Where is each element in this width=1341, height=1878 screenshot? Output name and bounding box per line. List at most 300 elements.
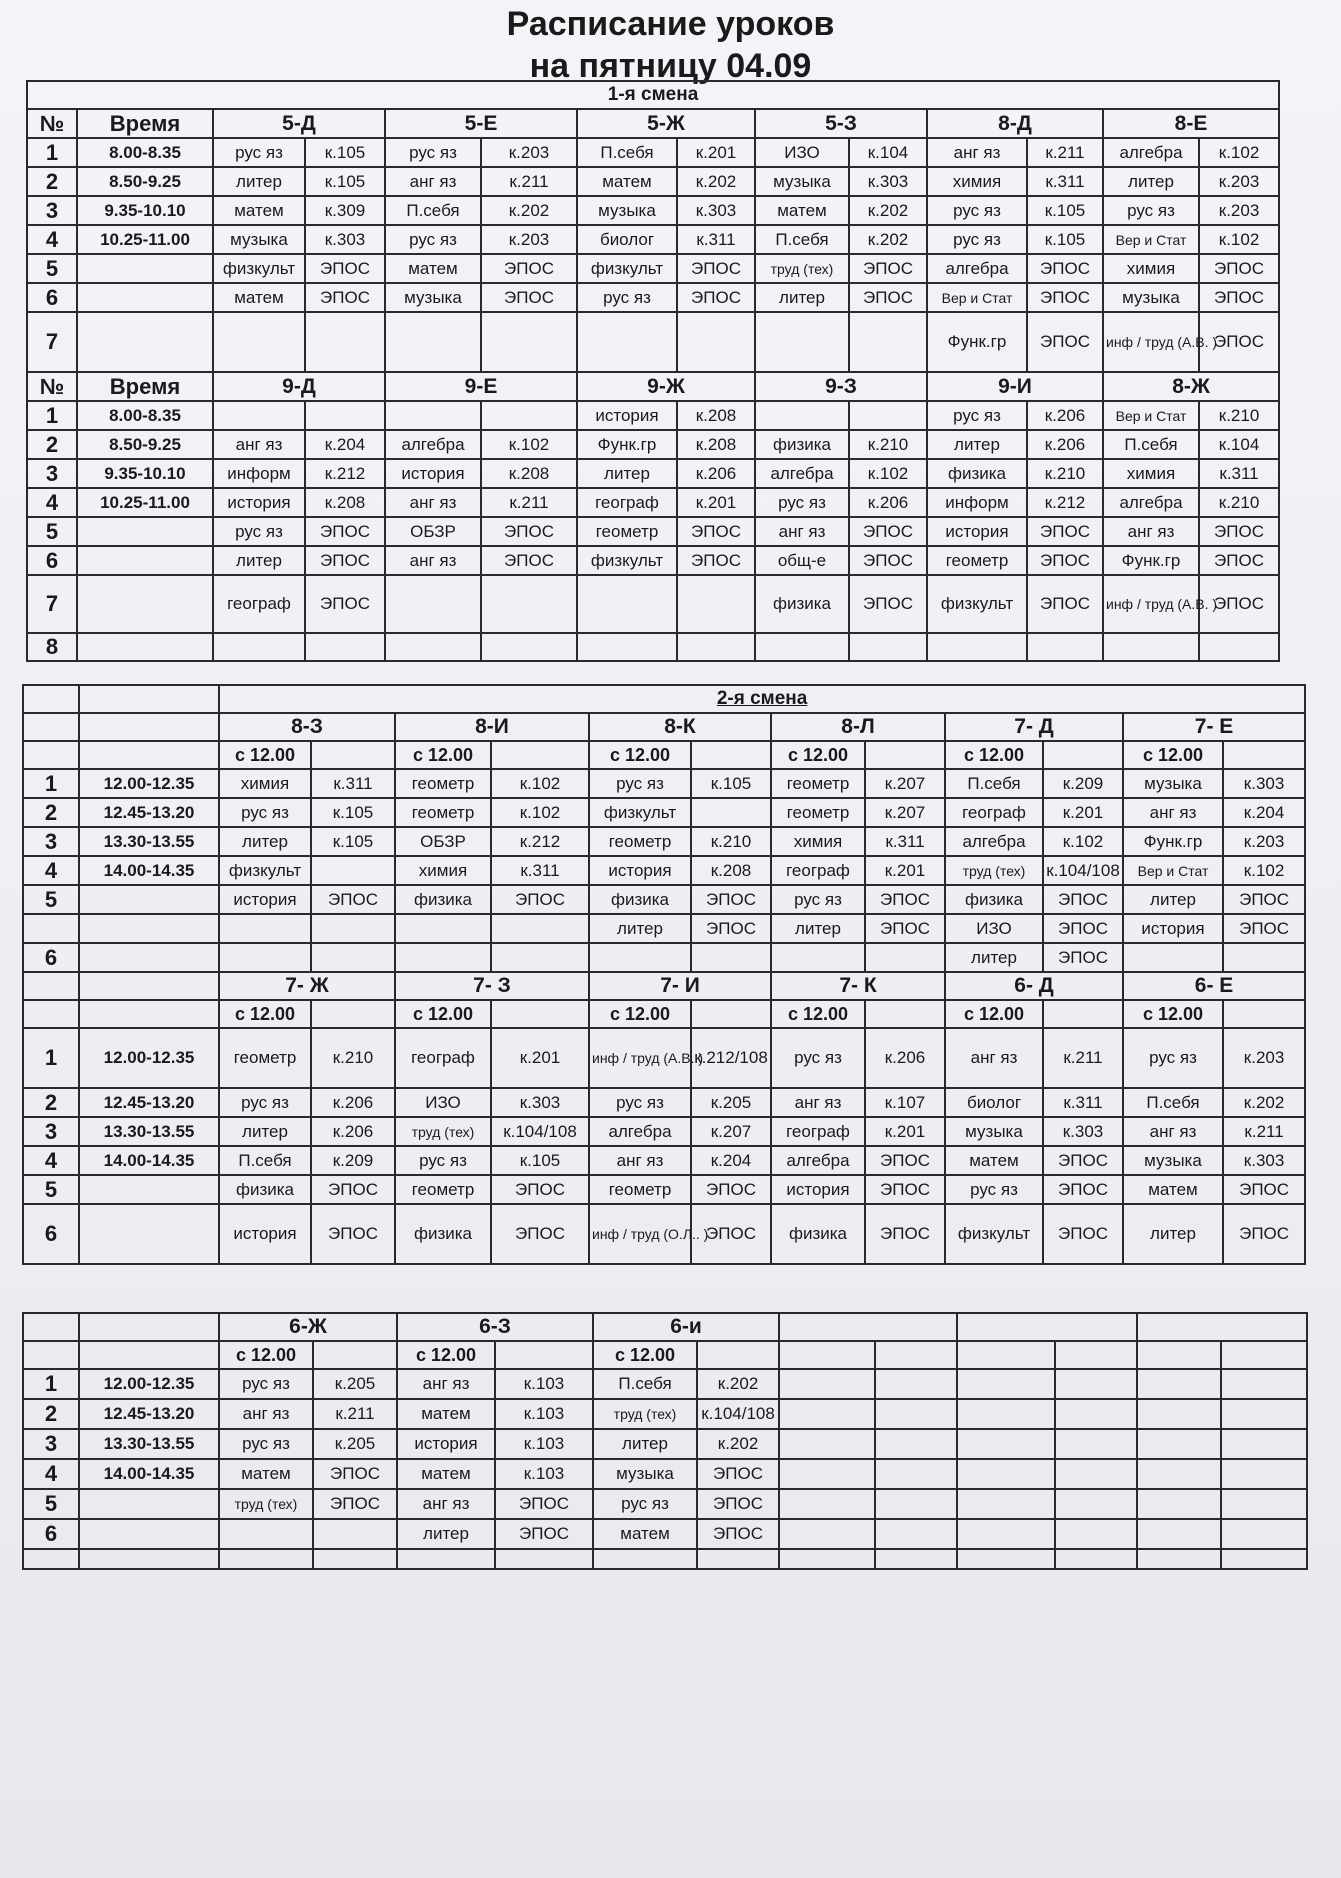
room-cell: к.201 [491,1028,589,1088]
subject-cell [589,943,691,972]
empty-cell [1221,1519,1307,1549]
room-cell: ЭПОС [1043,1146,1123,1175]
subject-cell: геометр [395,1175,491,1204]
room-cell: к.202 [697,1429,779,1459]
lesson-time [79,1175,219,1204]
room-cell: ЭПОС [491,1204,589,1264]
subject-cell: история [771,1175,865,1204]
subject-cell: матем [1123,1175,1223,1204]
subject-cell: рус яз [945,1175,1043,1204]
room-cell: ЭПОС [495,1519,593,1549]
subject-cell [577,312,677,372]
subject-cell: Вер и Стат [1103,225,1199,254]
room-cell: ЭПОС [677,517,755,546]
room-cell: к.104 [849,138,927,167]
class-header: 8-З [219,713,395,741]
subject-cell: литер [213,167,305,196]
subject-cell: рус яз [927,196,1027,225]
room-cell [849,633,927,661]
room-cell: к.102 [1223,856,1305,885]
room-cell: ЭПОС [849,254,927,283]
room-cell: к.211 [481,167,577,196]
subject-cell: физкульт [927,575,1027,633]
lesson-time: 8.00-8.35 [77,138,213,167]
lesson-number: 4 [23,1459,79,1489]
subject-cell: рус яз [589,769,691,798]
room-cell: к.212 [305,459,385,488]
lesson-time [79,1519,219,1549]
lesson-time: 13.30-13.55 [79,1429,219,1459]
lesson-number: 5 [23,885,79,914]
subject-cell: литер [397,1519,495,1549]
lesson-number: 3 [23,827,79,856]
subject-cell: литер [1103,167,1199,196]
table-row [23,943,1305,972]
room-cell: ЭПОС [865,1204,945,1264]
lesson-number: 6 [27,283,77,312]
subject-cell: музыка [1103,283,1199,312]
subject-cell: рус яз [771,1028,865,1088]
lesson-time [79,1489,219,1519]
start-time-label: с 12.00 [589,741,691,769]
subject-cell: физика [395,1204,491,1264]
class-header: 9-И [927,372,1103,401]
lesson-time: 10.25-11.00 [77,225,213,254]
subject-cell: физика [219,1175,311,1204]
room-cell: ЭПОС [1027,283,1103,312]
lesson-time: 10.25-11.00 [77,488,213,517]
room-cell [481,633,577,661]
room-cell: к.202 [1223,1088,1305,1117]
lesson-number: 6 [27,546,77,575]
lesson-time [79,914,219,943]
subject-cell: биолог [945,1088,1043,1117]
table-row [23,1399,1307,1429]
room-cell: к.208 [481,459,577,488]
room-cell [481,312,577,372]
subject-cell: П.себя [385,196,481,225]
subject-cell: матем [219,1459,313,1489]
subject-cell: физика [945,885,1043,914]
subject-cell: геометр [589,1175,691,1204]
class-header: 8-Д [927,109,1103,138]
class-header: 5-З [755,109,927,138]
class-header: 8-Е [1103,109,1279,138]
room-cell: к.102 [1199,138,1279,167]
room-cell: ЭПОС [305,254,385,283]
start-time-label: с 12.00 [395,741,491,769]
subject-cell [385,312,481,372]
subject-cell: физика [589,885,691,914]
subject-cell: рус яз [213,138,305,167]
room-cell: к.208 [677,401,755,430]
room-cell [849,312,927,372]
room-cell: ЭПОС [1223,885,1305,914]
empty-cell [1137,1399,1221,1429]
start-time-label: с 12.00 [1123,741,1223,769]
subject-cell [755,633,849,661]
table-row [23,798,1305,827]
room-cell: к.212/108 [691,1028,771,1088]
empty-cell [1055,1489,1137,1519]
lesson-number: 3 [27,459,77,488]
subject-cell [577,575,677,633]
empty-cell [1055,1459,1137,1489]
room-cell: ЭПОС [1027,517,1103,546]
subject-cell: геометр [589,827,691,856]
class-header: 7- И [589,972,771,1000]
room-cell: ЭПОС [495,1489,593,1519]
room-cell: ЭПОС [697,1459,779,1489]
room-cell [313,1519,397,1549]
room-cell: к.210 [1027,459,1103,488]
room-cell: к.303 [1223,1146,1305,1175]
lesson-number: 2 [23,1399,79,1429]
room-cell: ЭПОС [697,1519,779,1549]
subject-cell [219,943,311,972]
subject-cell: физика [755,430,849,459]
subject-cell: рус яз [1103,196,1199,225]
empty-cell [875,1429,957,1459]
subject-cell: история [927,517,1027,546]
subject-cell [219,1519,313,1549]
empty-cell [875,1489,957,1519]
subject-cell: анг яз [385,167,481,196]
subject-cell: рус яз [219,1369,313,1399]
subject-cell [755,312,849,372]
subject-cell: алгебра [945,827,1043,856]
lesson-time: 13.30-13.55 [79,827,219,856]
subject-cell [927,633,1027,661]
subject-cell: Функ.гр [1103,546,1199,575]
room-cell: к.201 [677,138,755,167]
lesson-time [77,283,213,312]
room-cell [865,943,945,972]
subject-cell [1103,633,1199,661]
class-header: 5-Ж [577,109,755,138]
class-header: 8-К [589,713,771,741]
subject-cell: химия [219,769,311,798]
subject-cell: матем [397,1459,495,1489]
room-cell: ЭПОС [1027,312,1103,372]
room-cell: к.102 [481,430,577,459]
subject-cell: матем [755,196,849,225]
room-cell: к.206 [311,1117,395,1146]
lesson-number: 3 [23,1429,79,1459]
room-cell: к.303 [1223,769,1305,798]
subject-cell: геометр [219,1028,311,1088]
lesson-number: 4 [23,1146,79,1175]
lesson-time: 12.45-13.20 [79,1088,219,1117]
subject-cell: литер [577,459,677,488]
room-cell: к.102 [491,798,589,827]
subject-cell: географ [771,1117,865,1146]
room-cell: к.107 [865,1088,945,1117]
subject-cell: алгебра [771,1146,865,1175]
empty-cell [1137,1519,1221,1549]
room-cell [677,312,755,372]
subject-cell: информ [213,459,305,488]
room-cell [305,401,385,430]
subject-cell [385,401,481,430]
room-cell: к.104 [1199,430,1279,459]
empty-cell [1221,1489,1307,1519]
room-cell [491,914,589,943]
room-cell: к.208 [305,488,385,517]
subject-cell: химия [927,167,1027,196]
subject-cell: анг яз [755,517,849,546]
subject-cell: матем [213,283,305,312]
subject-cell: анг яз [1123,798,1223,827]
room-cell [677,633,755,661]
subject-cell: музыка [213,225,305,254]
subject-cell: музыка [945,1117,1043,1146]
subject-cell: Функ.гр [927,312,1027,372]
lesson-number [23,914,79,943]
table-row [23,1088,1305,1117]
subject-cell: алгебра [1103,138,1199,167]
room-cell: ЭПОС [1199,546,1279,575]
room-cell: ЭПОС [1043,914,1123,943]
subject-cell: матем [213,196,305,225]
subject-cell: история [219,1204,311,1264]
lesson-time [77,254,213,283]
page-title: Расписание уроков [506,5,835,43]
room-cell: к.311 [1199,459,1279,488]
subject-cell: рус яз [219,798,311,827]
room-cell: ЭПОС [865,914,945,943]
room-cell [491,943,589,972]
lesson-time [77,633,213,661]
room-cell: к.203 [1223,827,1305,856]
class-header: 7- Е [1123,713,1305,741]
room-cell [1027,633,1103,661]
subject-cell: ИЗО [945,914,1043,943]
empty-cell [1221,1369,1307,1399]
subject-cell: геометр [771,769,865,798]
subject-cell: история [385,459,481,488]
empty-cell [1221,1459,1307,1489]
lesson-time: 9.35-10.10 [77,196,213,225]
table-row [27,312,1279,372]
room-cell: к.206 [311,1088,395,1117]
room-cell: к.210 [311,1028,395,1088]
table-row [23,1204,1305,1264]
subject-cell: химия [1103,459,1199,488]
room-cell [691,798,771,827]
subject-cell: инф / труд (А.В. ) [1103,575,1199,633]
subject-cell [385,575,481,633]
class-header: 6-и [593,1313,779,1341]
start-time-label: с 12.00 [1123,1000,1223,1028]
empty-cell [779,1399,875,1429]
room-cell: ЭПОС [1043,943,1123,972]
room-cell: к.103 [495,1429,593,1459]
room-cell: к.201 [865,1117,945,1146]
subject-cell: рус яз [593,1489,697,1519]
subject-cell [577,633,677,661]
lesson-number: 3 [27,196,77,225]
lesson-number: 5 [23,1489,79,1519]
room-cell [311,914,395,943]
subject-cell: музыка [593,1459,697,1489]
room-cell: ЭПОС [691,1204,771,1264]
room-cell: к.105 [691,769,771,798]
subject-cell: алгебра [927,254,1027,283]
empty-cell [957,1519,1055,1549]
empty-cell [779,1459,875,1489]
subject-cell: музыка [385,283,481,312]
subject-cell: матем [385,254,481,283]
num-header: № [27,372,77,401]
lesson-number: 7 [27,312,77,372]
subject-cell [213,401,305,430]
subject-cell: анг яз [1123,1117,1223,1146]
empty-cell [957,1429,1055,1459]
subject-cell: физкульт [577,254,677,283]
subject-cell: алгебра [385,430,481,459]
room-cell: ЭПОС [1199,283,1279,312]
room-cell: к.206 [865,1028,945,1088]
subject-cell: история [219,885,311,914]
subject-cell: П.себя [219,1146,311,1175]
start-time-label: с 12.00 [219,741,311,769]
subject-cell: физика [755,575,849,633]
room-cell: к.201 [865,856,945,885]
table-row [27,633,1279,661]
lesson-number: 4 [27,488,77,517]
subject-cell: информ [927,488,1027,517]
lesson-time [77,312,213,372]
table-row [27,430,1279,459]
room-cell: ЭПОС [481,283,577,312]
table-row [23,914,1305,943]
room-cell: к.207 [865,798,945,827]
empty-cell [779,1519,875,1549]
lesson-time: 8.50-9.25 [77,430,213,459]
room-cell: ЭПОС [865,885,945,914]
empty-cell [875,1519,957,1549]
class-header: 7- Ж [219,972,395,1000]
subject-cell: физкульт [213,254,305,283]
room-cell: к.105 [1027,225,1103,254]
table-row [27,167,1279,196]
subject-cell: история [213,488,305,517]
lesson-time: 12.45-13.20 [79,1399,219,1429]
room-cell: ЭПОС [305,546,385,575]
room-cell: к.303 [491,1088,589,1117]
subject-cell: физкульт [577,546,677,575]
room-cell: ЭПОС [691,914,771,943]
lesson-number: 1 [27,138,77,167]
subject-cell: анг яз [385,546,481,575]
subject-cell: литер [589,914,691,943]
subject-cell: геометр [395,798,491,827]
room-cell: ЭПОС [305,575,385,633]
room-cell: к.105 [491,1146,589,1175]
room-cell: ЭПОС [491,1175,589,1204]
lesson-time [79,1204,219,1264]
subject-cell: Функ.гр [1123,827,1223,856]
empty-cell [875,1369,957,1399]
room-cell: к.102 [1043,827,1123,856]
empty-cell [875,1459,957,1489]
table-row [23,1459,1307,1489]
room-cell: к.311 [1027,167,1103,196]
room-cell: к.206 [677,459,755,488]
table-row [23,827,1305,856]
room-cell: ЭПОС [849,546,927,575]
subject-cell: труд (тех) [593,1399,697,1429]
room-cell: ЭПОС [1199,254,1279,283]
table-row [27,546,1279,575]
room-cell: ЭПОС [311,885,395,914]
room-cell: к.311 [865,827,945,856]
subject-cell: анг яз [771,1088,865,1117]
lesson-number: 3 [23,1117,79,1146]
subject-cell: алгебра [755,459,849,488]
lesson-number: 1 [27,401,77,430]
table-row [23,769,1305,798]
subject-cell: матем [593,1519,697,1549]
room-cell: к.211 [1223,1117,1305,1146]
subject-cell: географ [577,488,677,517]
room-cell: к.102 [849,459,927,488]
room-cell: к.212 [491,827,589,856]
room-cell: к.206 [1027,430,1103,459]
subject-cell: ИЗО [395,1088,491,1117]
table-row [27,488,1279,517]
subject-cell: рус яз [927,225,1027,254]
room-cell: к.103 [495,1399,593,1429]
subject-cell: анг яз [927,138,1027,167]
subject-cell: физика [771,1204,865,1264]
empty-cell [779,1429,875,1459]
class-header: 9-Е [385,372,577,401]
start-time-label: с 12.00 [219,1341,313,1369]
lesson-time: 8.00-8.35 [77,401,213,430]
lesson-number: 1 [23,1028,79,1088]
class-header: 8-Ж [1103,372,1279,401]
lesson-time: 12.45-13.20 [79,798,219,827]
subject-cell: литер [945,943,1043,972]
lesson-number: 1 [23,769,79,798]
room-cell: к.209 [311,1146,395,1175]
room-cell [677,575,755,633]
room-cell: к.208 [677,430,755,459]
subject-cell [755,401,849,430]
subject-cell: литер [1123,1204,1223,1264]
subject-cell: анг яз [397,1369,495,1399]
room-cell [311,856,395,885]
subject-cell: геометр [577,517,677,546]
table-row [23,1175,1305,1204]
room-cell: к.201 [1043,798,1123,827]
subject-cell: общ-е [755,546,849,575]
class-header: 8-И [395,713,589,741]
start-time-label: с 12.00 [771,1000,865,1028]
subject-cell: геометр [771,798,865,827]
start-time-label: с 12.00 [593,1341,697,1369]
room-cell: к.207 [691,1117,771,1146]
lesson-time [77,517,213,546]
empty-cell [779,1489,875,1519]
empty-cell [1221,1399,1307,1429]
room-cell: ЭПОС [677,546,755,575]
lesson-time: 12.00-12.35 [79,1028,219,1088]
room-cell: ЭПОС [1223,1204,1305,1264]
lesson-time: 12.00-12.35 [79,769,219,798]
